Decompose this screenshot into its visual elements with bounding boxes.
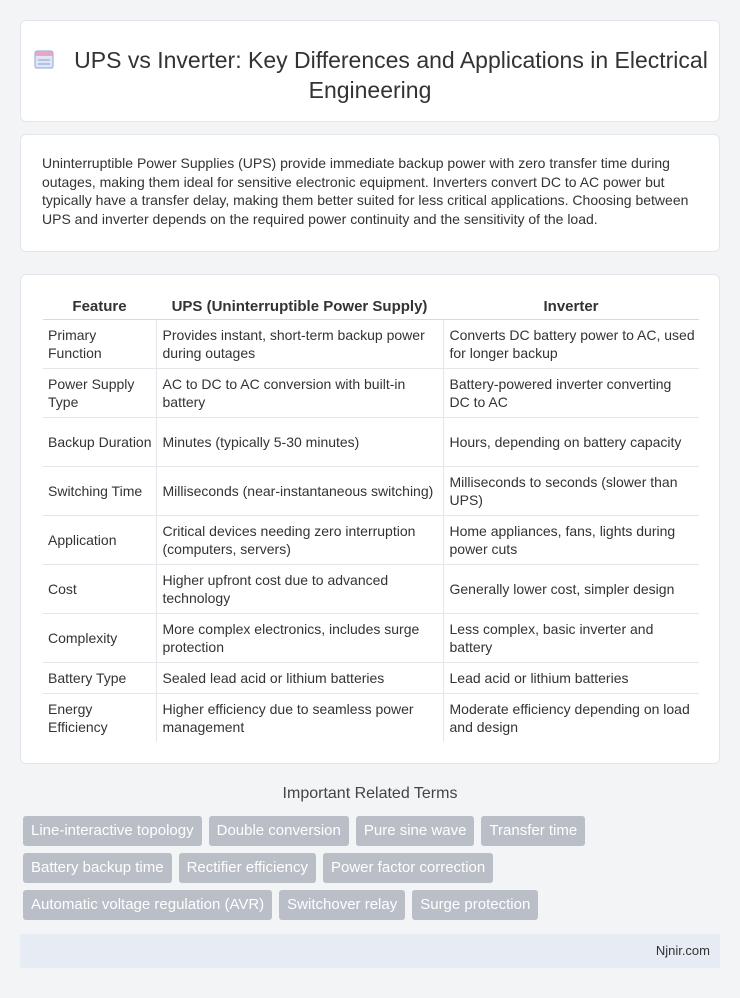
table-row bbox=[43, 368, 699, 417]
table-row bbox=[43, 466, 699, 515]
table-cell-ups: Higher upfront cost due to advanced technology bbox=[156, 564, 443, 613]
tag-row bbox=[23, 853, 623, 883]
tag-row bbox=[23, 890, 623, 920]
table-header-row bbox=[43, 295, 699, 319]
page-title-text: UPS vs Inverter: Key Differences and Applications in Electrical Engineering bbox=[74, 47, 708, 103]
comparison-table bbox=[43, 295, 699, 742]
table-cell-inverter: Battery-powered inverter converting DC to AC bbox=[443, 368, 699, 417]
calendar-icon bbox=[32, 47, 56, 71]
table-cell-ups: Milliseconds (near-instantaneous switching) bbox=[156, 466, 443, 515]
table-cell-inverter: Converts DC battery power to AC, used for longer backup bbox=[443, 319, 699, 368]
table-cell-feature: Application bbox=[43, 515, 156, 564]
table-cell-inverter: Lead acid or lithium batteries bbox=[443, 662, 699, 693]
tag-row bbox=[23, 816, 623, 846]
page-title bbox=[21, 45, 719, 105]
comparison-card bbox=[20, 274, 720, 764]
table-cell-inverter: Generally lower cost, simpler design bbox=[443, 564, 699, 613]
tag-pure-sine-wave[interactable]: Pure sine wave bbox=[356, 816, 475, 846]
tag-surge-protection[interactable]: Surge protection bbox=[412, 890, 538, 920]
table-cell-ups: Higher efficiency due to seamless power management bbox=[156, 693, 443, 742]
title-card bbox=[20, 20, 720, 122]
table-cell-ups: Sealed lead acid or lithium batteries bbox=[156, 662, 443, 693]
related-terms bbox=[23, 816, 623, 927]
table-cell-feature: Primary Function bbox=[43, 319, 156, 368]
intro-paragraph: Uninterruptible Power Supplies (UPS) provide immediate backup power with zero transfer time during outages, making them ideal for sensitive electronic equipment. Inverters convert DC to AC power but typically have a transfer delay, making them better suited for less critical applications. Choosing between UPS and inverter depends on the required power continuity and the sensitivity of the load. bbox=[42, 155, 689, 227]
table-cell-inverter: Less complex, basic inverter and battery bbox=[443, 613, 699, 662]
footer-site: Njnir.com bbox=[655, 943, 710, 958]
table-row bbox=[43, 319, 699, 368]
table-row bbox=[43, 417, 699, 466]
tag-line-interactive-topology[interactable]: Line-interactive topology bbox=[23, 816, 202, 846]
table-cell-feature: Energy Efficiency bbox=[48, 700, 108, 735]
tag-automatic-voltage-regulation[interactable]: Automatic voltage regulation (AVR) bbox=[23, 890, 272, 920]
table-cell-inverter: Milliseconds to seconds (slower than UPS) bbox=[443, 466, 699, 515]
table-cell-feature: Battery Type bbox=[43, 662, 156, 693]
table-row bbox=[43, 564, 699, 613]
intro-card bbox=[20, 134, 720, 252]
tag-switchover-relay[interactable]: Switchover relay bbox=[279, 890, 405, 920]
table-cell-feature: Power Supply Type bbox=[43, 368, 156, 417]
table-cell-ups: Minutes (typically 5-30 minutes) bbox=[156, 417, 443, 466]
table-cell-feature: Cost bbox=[43, 564, 156, 613]
tag-double-conversion[interactable]: Double conversion bbox=[209, 816, 349, 846]
table-cell-ups: More complex electronics, includes surge protection bbox=[156, 613, 443, 662]
table-cell-ups: Provides instant, short-term backup power during outages bbox=[156, 319, 443, 368]
table-cell-feature: Backup Duration bbox=[43, 417, 156, 466]
table-cell-ups: Critical devices needing zero interruption (computers, servers) bbox=[156, 515, 443, 564]
table-cell-inverter: Home appliances, fans, lights during power cuts bbox=[443, 515, 699, 564]
table-cell-ups: AC to DC to AC conversion with built-in battery bbox=[156, 368, 443, 417]
table-cell-inverter: Hours, depending on battery capacity bbox=[443, 417, 699, 466]
table-row bbox=[43, 662, 699, 693]
related-terms-heading: Important Related Terms bbox=[282, 785, 458, 802]
header-ups: UPS (Uninterruptible Power Supply) bbox=[156, 295, 443, 319]
table-cell-inverter: Moderate efficiency depending on load and design bbox=[443, 693, 699, 742]
tag-battery-backup-time[interactable]: Battery backup time bbox=[23, 853, 172, 883]
table-row bbox=[43, 613, 699, 662]
table-cell-feature: Switching Time bbox=[43, 466, 156, 515]
header-inverter: Inverter bbox=[443, 295, 699, 319]
table-row bbox=[43, 693, 699, 742]
footer bbox=[20, 934, 720, 968]
tag-power-factor-correction[interactable]: Power factor correction bbox=[323, 853, 493, 883]
tag-rectifier-efficiency[interactable]: Rectifier efficiency bbox=[179, 853, 316, 883]
table-cell-feature: Complexity bbox=[43, 613, 156, 662]
header-feature: Feature bbox=[43, 295, 156, 319]
table-row bbox=[43, 515, 699, 564]
tag-transfer-time[interactable]: Transfer time bbox=[481, 816, 585, 846]
